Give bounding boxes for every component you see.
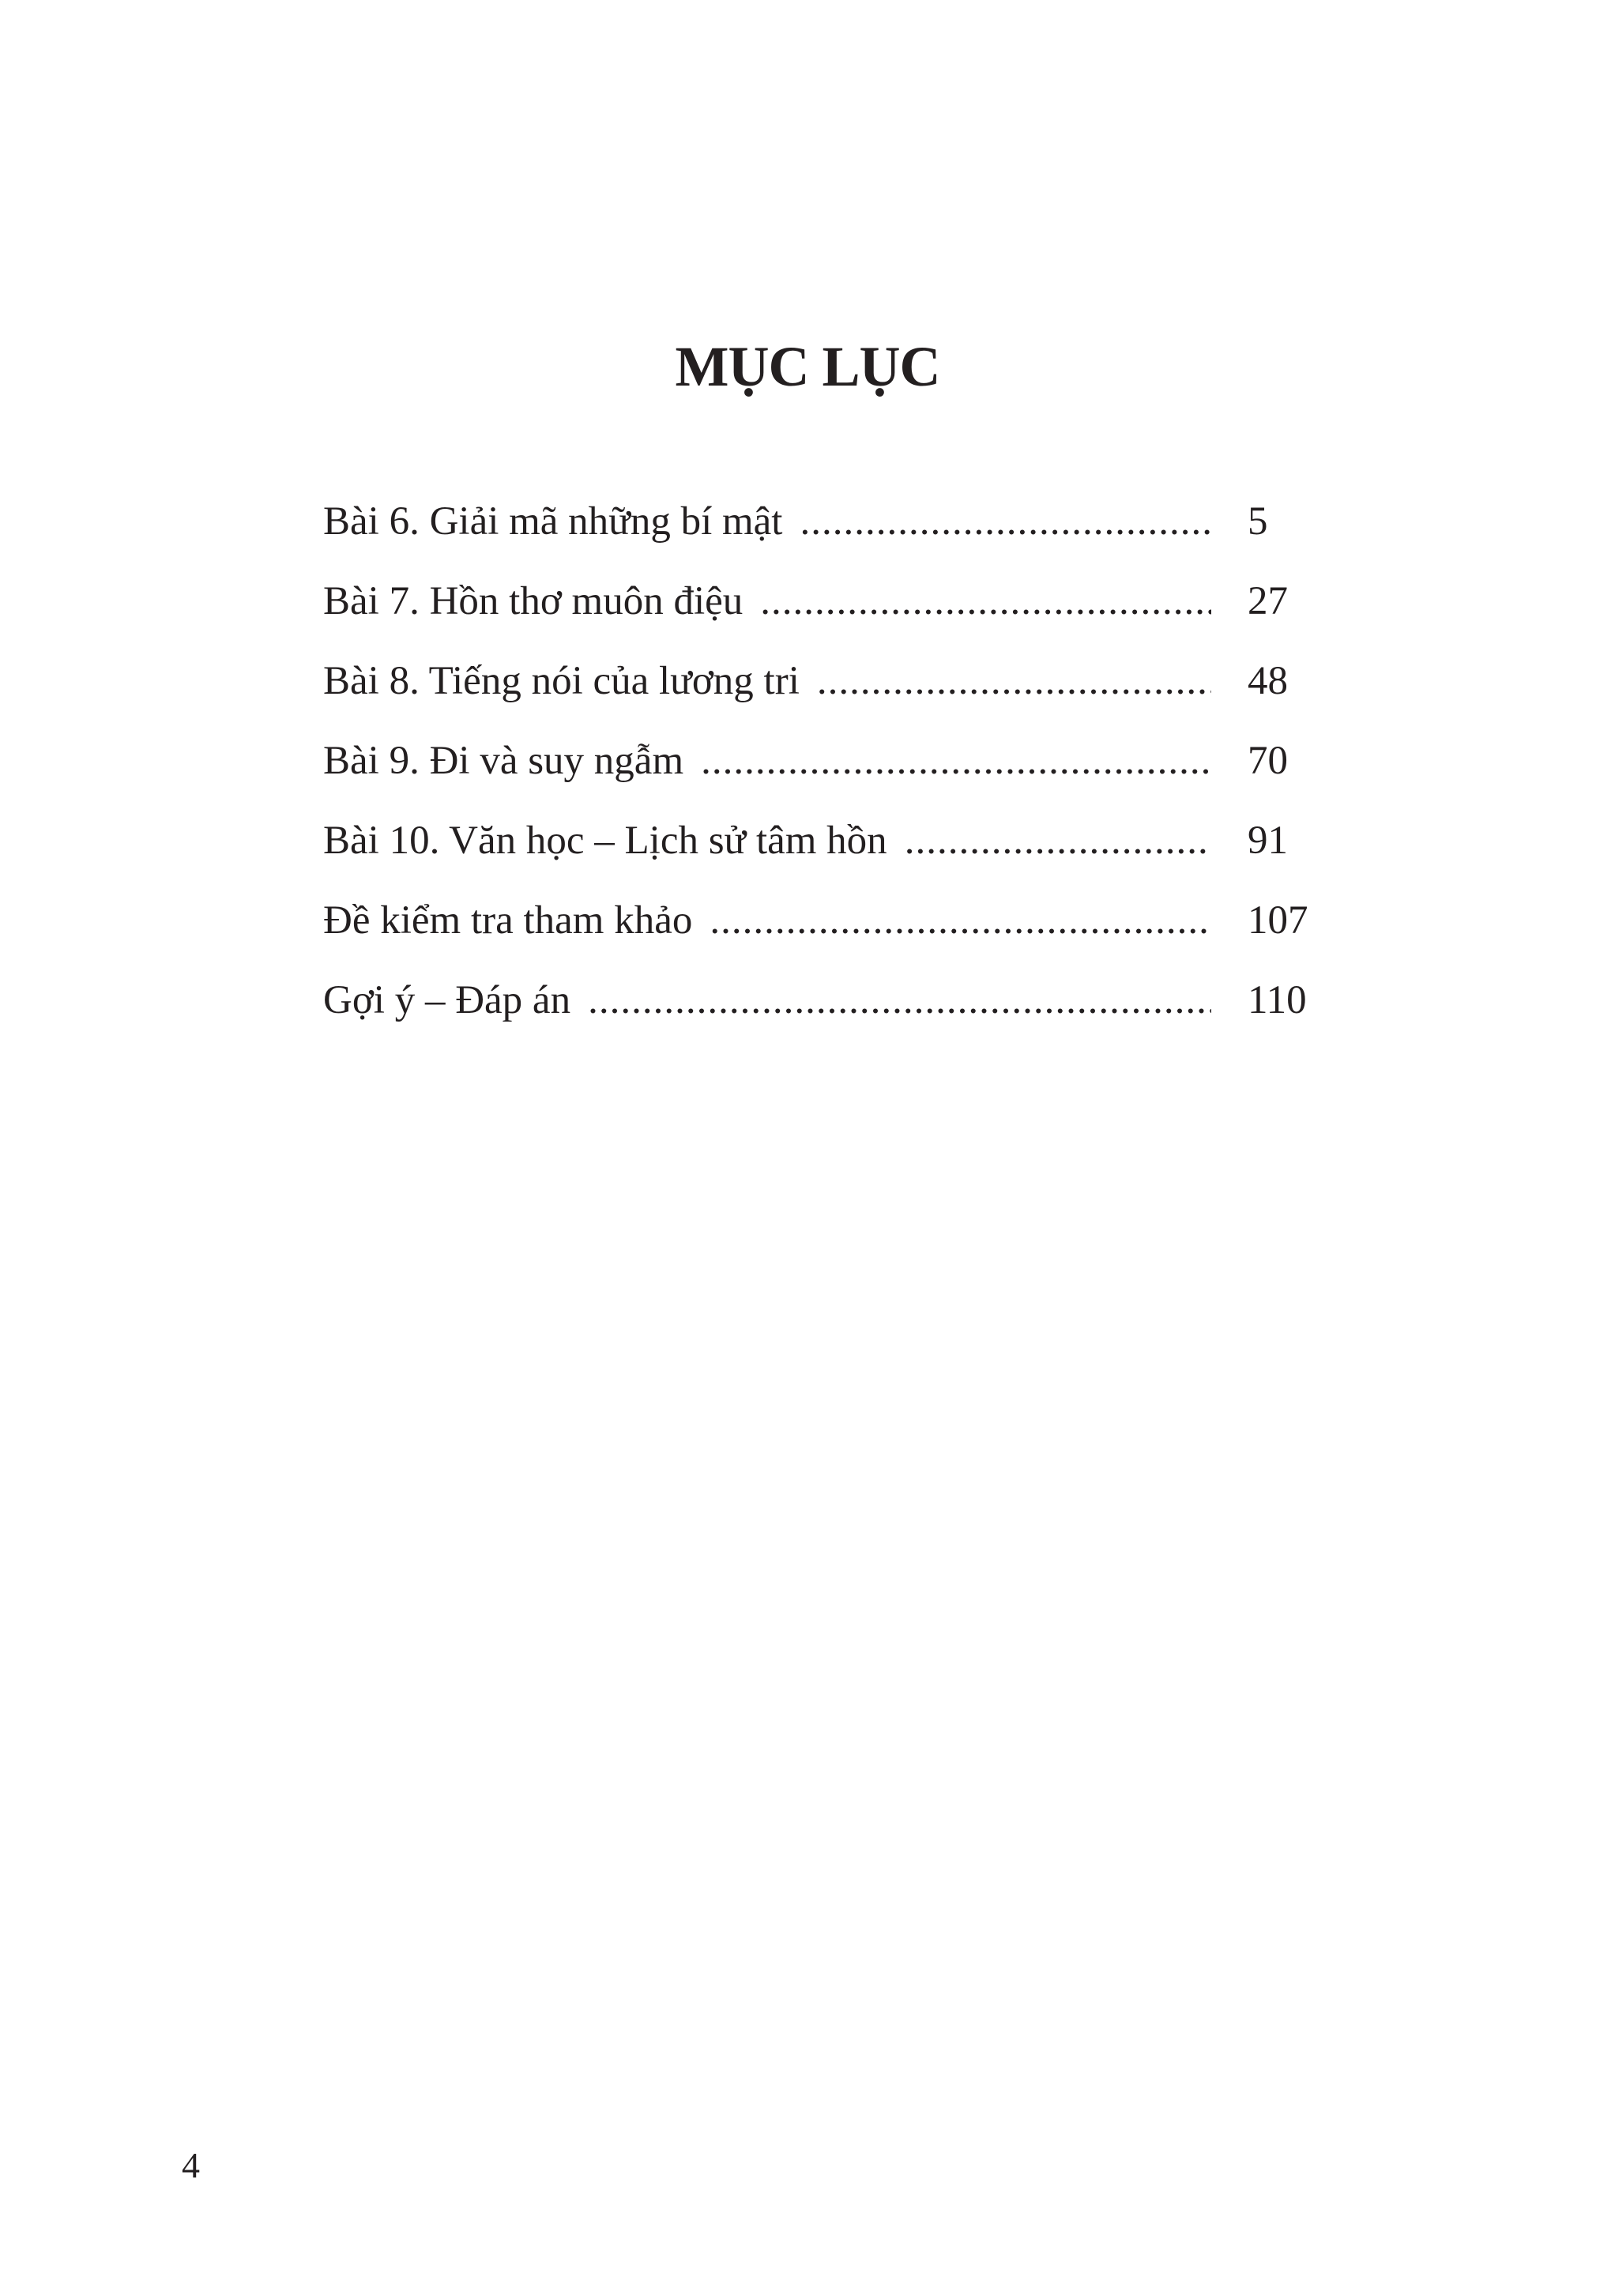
toc-entry-page: 91 <box>1248 819 1288 863</box>
toc-entry-label: Bài 9. Đi và suy ngẫm <box>323 739 684 783</box>
toc-entry[interactable] <box>323 897 1342 977</box>
dot-leader <box>588 977 1211 1024</box>
toc-entry[interactable] <box>323 578 1342 657</box>
toc-entry[interactable] <box>323 657 1342 737</box>
toc-entry-label: Bài 10. Văn học – Lịch sử tâm hồn <box>323 819 887 863</box>
page-number: 4 <box>182 2145 200 2185</box>
dot-leader <box>710 897 1211 944</box>
table-of-contents <box>323 498 1342 1056</box>
toc-entry-page: 70 <box>1248 739 1288 783</box>
toc-entry-page: 107 <box>1248 898 1308 943</box>
toc-entry-label: Đề kiểm tra tham khảo <box>323 898 693 943</box>
toc-entry-label: Bài 6. Giải mã những bí mật <box>323 499 783 544</box>
toc-entry-label: Bài 8. Tiếng nói của lương tri <box>323 659 800 703</box>
toc-entry[interactable] <box>323 737 1342 817</box>
dot-leader <box>701 737 1211 785</box>
dot-leader <box>800 498 1211 545</box>
toc-entry-page: 48 <box>1248 659 1288 703</box>
dot-leader <box>817 657 1211 705</box>
toc-entry-page: 110 <box>1248 978 1307 1022</box>
dot-leader <box>760 578 1211 625</box>
toc-entry[interactable] <box>323 817 1342 897</box>
toc-entry-label: Bài 7. Hồn thơ muôn điệu <box>323 579 744 623</box>
page-title: MỤC LỤC <box>675 335 940 398</box>
toc-entry-page: 27 <box>1248 579 1288 623</box>
toc-entry-page: 5 <box>1248 499 1268 544</box>
toc-entry[interactable] <box>323 977 1342 1056</box>
toc-entry-label: Gợi ý – Đáp án <box>323 978 571 1022</box>
toc-entry[interactable] <box>323 498 1342 578</box>
dot-leader <box>905 817 1211 864</box>
